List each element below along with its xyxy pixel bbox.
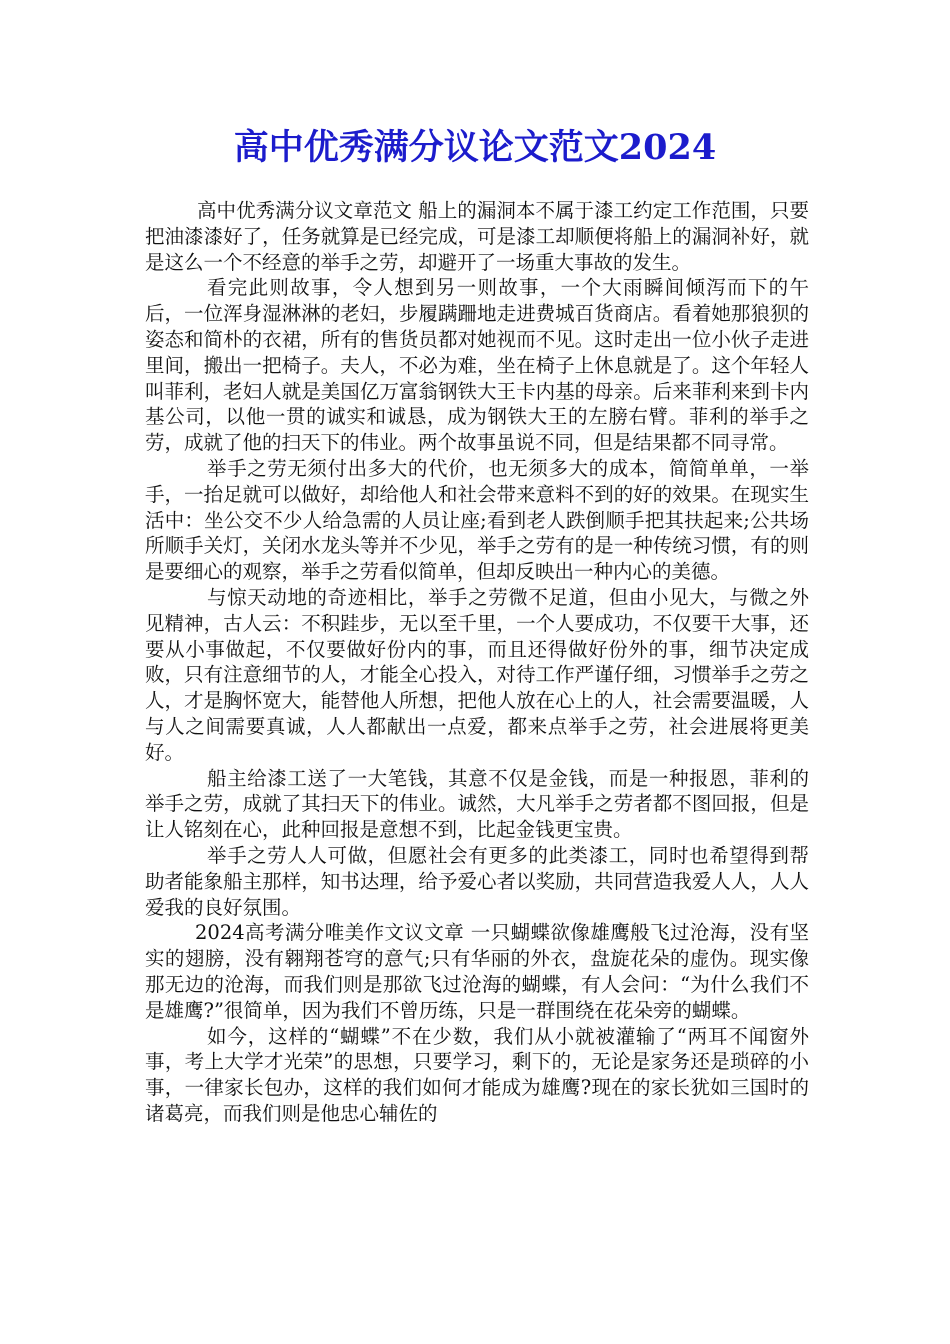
paragraph-4: 与惊天动地的奇迹相比，举手之劳微不足道，但由小见大，与微之外见精神，古人云：不积跬步，无以至千里，一个人要成功，不仅要干大事，还要从小事做起，不仅要做好份内的事，而且还得做好份外的事，细节决定成败，只有注意细节的人，才能全心投入，对待工作严谨仔细，习惯举手之劳之人，才是胸怀宽大，能替他人所想，把他人放在心上的人，社会需要温暖，人与人之间需要真诚，人人都献出一点爱，都来点举手之劳，社会进展将更美好。 [145,585,809,764]
paragraph-3: 举手之劳无须付出多大的代价，也无须多大的成本，简简单单，一举手，一抬足就可以做好，却给他人和社会带来意料不到的好的效果。在现实生活中：坐公交不少人给急需的人员让座;看到老人跌倒顺手把其扶起来;公共场所顺手关灯，关闭水龙头等并不少见，举手之劳有的是一种传统习惯，有的则是要细心的观察，举手之劳看似简单，但却反映出一种内心的美德。 [145,456,809,584]
paragraph-1: 高中优秀满分议文章范文 船上的漏洞本不属于漆工约定工作范围，只要把油漆漆好了，任务就算是已经完成，可是漆工却顺便将船上的漏洞补好，就是这么一个不经意的举手之劳，却避开了一场重大事故的发生。 [145,199,809,274]
paragraph-5: 船主给漆工送了一大笔钱，其意不仅是金钱，而是一种报恩，菲利的举手之劳，成就了其扫天下的伟业。诚然，大凡举手之劳者都不图回报，但是让人铭刻在心，此种回报是意想不到，比起金钱更宝贵。 [145,766,809,842]
paragraph-6: 举手之劳人人可做，但愿社会有更多的此类漆工，同时也希望得到帮助者能象船主那样，知书达理，给予爱心者以奖励，共同营造我爱人人，人人爱我的良好氛围。 [145,843,809,919]
paragraph-7: 2024高考满分唯美作文议文章 一只蝴蝶欲像雄鹰般飞过沧海，没有坚实的翅膀，没有翱翔苍穹的意气;只有华丽的外衣，盘旋花朵的虚伪。现实像那无边的沧海，而我们则是那欲飞过沧海的蝴蝶，有人会问：“为什么我们不是雄鹰?”很简单，因为我们不曾历练，只是一群围绕在花朵旁的蝴蝶。 [145,921,809,1022]
article-body [145,198,809,1127]
page-title: 高中优秀满分议论文范文2024 [233,127,717,168]
paragraph-8: 如今，这样的“蝴蝶”不在少数，我们从小就被灌输了“两耳不闻窗外事，考上大学才光荣”的思想，只要学习，剩下的，无论是家务还是琐碎的小事，一律家长包办，这样的我们如何才能成为雄鹰?现在的家长犹如三国时的诸葛亮，而我们则是他忠心辅佐的 [145,1024,809,1125]
paragraph-2: 看完此则故事，令人想到另一则故事，一个大雨瞬间倾泻而下的午后，一位浑身湿淋淋的老妇，步履蹒跚地走进费城百货商店。看着她那狼狈的姿态和简朴的衣裙，所有的售货员都对她视而不见。这时走出一位小伙子走进里间，搬出一把椅子。夫人，不必为难，坐在椅子上休息就是了。这个年轻人叫菲利，老妇人就是美国亿万富翁钢铁大王卡内基的母亲。后来菲利来到卡内基公司，以他一贯的诚实和诚恳，成为钢铁大王的左膀右臂。菲利的举手之劳，成就了他的扫天下的伟业。两个故事虽说不同，但是结果都不同寻常。 [145,276,809,455]
